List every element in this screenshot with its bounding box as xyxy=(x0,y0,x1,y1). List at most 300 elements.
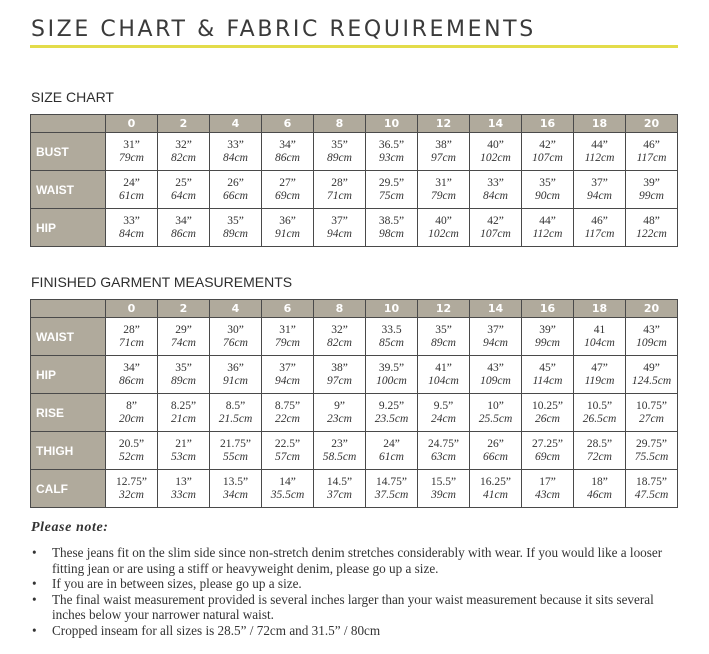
measurement-cell xyxy=(210,318,262,356)
inches-value: 8.5” xyxy=(225,399,246,412)
inches-value: 38.5” xyxy=(378,214,405,227)
inches-value: 29.5” xyxy=(378,176,405,189)
measurement-cell xyxy=(418,171,470,209)
row-label-waist: WAIST xyxy=(31,171,106,209)
cm-value: 86cm xyxy=(275,151,300,164)
measurement-cell xyxy=(210,470,262,508)
cm-value: 64cm xyxy=(171,189,196,202)
cm-value: 76cm xyxy=(223,336,248,349)
cm-value: 21cm xyxy=(171,412,196,425)
inches-value: 9.5” xyxy=(433,399,454,412)
measurement-cell xyxy=(418,470,470,508)
cm-value: 37cm xyxy=(327,488,352,501)
measurement-cell xyxy=(574,209,626,247)
cm-value: 91cm xyxy=(223,374,248,387)
measurement-cell xyxy=(418,394,470,432)
size-header-20: 20 xyxy=(626,115,678,133)
measurement-cell xyxy=(314,318,366,356)
cm-value: 89cm xyxy=(431,336,456,349)
inches-value: 30” xyxy=(227,323,244,336)
measurement-cell xyxy=(418,209,470,247)
inches-value: 34” xyxy=(123,361,140,374)
size-header-6: 6 xyxy=(262,115,314,133)
cm-value: 27cm xyxy=(639,412,664,425)
inches-value: 33” xyxy=(487,176,504,189)
inches-value: 8” xyxy=(126,399,137,412)
cm-value: 90cm xyxy=(535,189,560,202)
cm-value: 99cm xyxy=(639,189,664,202)
inches-value: 24” xyxy=(123,176,140,189)
cm-value: 119cm xyxy=(584,374,615,387)
inches-value: 35” xyxy=(175,361,192,374)
inches-value: 36” xyxy=(227,361,244,374)
cm-value: 23.5cm xyxy=(374,412,409,425)
size-chart-table xyxy=(30,114,678,247)
cm-value: 89cm xyxy=(171,374,196,387)
cm-value: 21.5cm xyxy=(218,412,253,425)
row-label-hip: HIP xyxy=(31,209,106,247)
inches-value: 35” xyxy=(539,176,556,189)
inches-value: 24.75” xyxy=(428,437,459,450)
inches-value: 14.75” xyxy=(376,475,407,488)
measurement-cell xyxy=(262,394,314,432)
cm-value: 112cm xyxy=(532,227,563,240)
note-text: These jeans fit on the slim side since non-stretch denim stretches considerably with wear. If you would like a looser fitting jean or are using a stiff or heavyweight denim, please go up a size. xyxy=(52,545,663,576)
note-item xyxy=(30,576,690,592)
measurement-cell xyxy=(210,209,262,247)
row-label-bust: BUST xyxy=(31,133,106,171)
cm-value: 72cm xyxy=(587,450,612,463)
measurement-cell xyxy=(314,394,366,432)
measurement-cell xyxy=(106,432,158,470)
size-header-14: 14 xyxy=(470,115,522,133)
measurement-cell xyxy=(626,171,678,209)
table-row xyxy=(31,209,678,247)
cm-value: 100cm xyxy=(376,374,407,387)
inches-value: 39.5” xyxy=(378,361,405,374)
measurement-cell xyxy=(470,470,522,508)
measurement-cell xyxy=(262,133,314,171)
inches-value: 21.75” xyxy=(220,437,251,450)
cm-value: 84cm xyxy=(483,189,508,202)
size-header-18: 18 xyxy=(574,300,626,318)
measurement-cell xyxy=(366,209,418,247)
notes-list xyxy=(30,545,690,638)
inches-value: 34” xyxy=(175,214,192,227)
cm-value: 66cm xyxy=(483,450,508,463)
size-header-6: 6 xyxy=(262,300,314,318)
cm-value: 32cm xyxy=(119,488,144,501)
inches-value: 41 xyxy=(593,323,606,336)
row-label-calf: CALF xyxy=(31,470,106,508)
measurement-cell xyxy=(418,318,470,356)
cm-value: 39cm xyxy=(431,488,456,501)
inches-value: 29” xyxy=(175,323,192,336)
size-chart-heading: SIZE CHART xyxy=(31,89,114,105)
measurement-cell xyxy=(158,470,210,508)
measurement-cell xyxy=(418,356,470,394)
inches-value: 31” xyxy=(279,323,296,336)
note-item xyxy=(30,545,690,576)
bullet-icon: • xyxy=(32,576,37,591)
table-row xyxy=(31,394,678,432)
measurement-cell xyxy=(314,209,366,247)
measurement-cell xyxy=(314,133,366,171)
inches-value: 48” xyxy=(643,214,660,227)
measurement-cell xyxy=(522,356,574,394)
measurement-cell xyxy=(158,318,210,356)
inches-value: 35” xyxy=(227,214,244,227)
inches-value: 9.25” xyxy=(378,399,405,412)
cm-value: 20cm xyxy=(119,412,144,425)
cm-value: 53cm xyxy=(171,450,196,463)
inches-value: 38” xyxy=(435,138,452,151)
inches-value: 37” xyxy=(279,361,296,374)
measurement-cell xyxy=(210,356,262,394)
cm-value: 75cm xyxy=(379,189,404,202)
inches-value: 18” xyxy=(591,475,608,488)
measurement-cell xyxy=(522,470,574,508)
measurement-cell xyxy=(574,171,626,209)
inches-value: 28” xyxy=(123,323,140,336)
measurement-cell xyxy=(262,171,314,209)
inches-value: 44” xyxy=(539,214,556,227)
inches-value: 16.25” xyxy=(480,475,511,488)
size-header-8: 8 xyxy=(314,115,366,133)
inches-value: 44” xyxy=(591,138,608,151)
cm-value: 102cm xyxy=(480,151,511,164)
cm-value: 107cm xyxy=(480,227,511,240)
cm-value: 79cm xyxy=(119,151,144,164)
size-header-20: 20 xyxy=(626,300,678,318)
measurement-cell xyxy=(574,133,626,171)
size-header-16: 16 xyxy=(522,300,574,318)
measurement-cell xyxy=(626,432,678,470)
cm-value: 82cm xyxy=(171,151,196,164)
measurement-cell xyxy=(106,470,158,508)
size-header-0: 0 xyxy=(106,115,158,133)
inches-value: 39” xyxy=(539,323,556,336)
cm-value: 117cm xyxy=(584,227,615,240)
finished-measurements-heading: FINISHED GARMENT MEASUREMENTS xyxy=(31,274,293,290)
cm-value: 97cm xyxy=(327,374,352,387)
measurement-cell xyxy=(366,318,418,356)
measurement-cell xyxy=(158,394,210,432)
measurement-cell xyxy=(522,209,574,247)
cm-value: 34cm xyxy=(223,488,248,501)
measurement-cell xyxy=(574,318,626,356)
cm-value: 47.5cm xyxy=(634,488,669,501)
inches-value: 40” xyxy=(487,138,504,151)
inches-value: 32” xyxy=(331,323,348,336)
cm-value: 109cm xyxy=(480,374,511,387)
inches-value: 46” xyxy=(643,138,660,151)
measurement-cell xyxy=(418,432,470,470)
cm-value: 25.5cm xyxy=(478,412,513,425)
inches-value: 35” xyxy=(435,323,452,336)
inches-value: 33” xyxy=(123,214,140,227)
cm-value: 102cm xyxy=(428,227,459,240)
measurement-cell xyxy=(314,432,366,470)
table-row xyxy=(31,318,678,356)
measurement-cell xyxy=(366,133,418,171)
cm-value: 23cm xyxy=(327,412,352,425)
cm-value: 55cm xyxy=(223,450,248,463)
note-item xyxy=(30,623,690,639)
cm-value: 91cm xyxy=(275,227,300,240)
note-item xyxy=(30,592,690,623)
page-title: SIZE CHART & FABRIC REQUIREMENTS xyxy=(31,17,536,42)
inches-value: 47” xyxy=(591,361,608,374)
inches-value: 45” xyxy=(539,361,556,374)
measurement-cell xyxy=(626,394,678,432)
cm-value: 104cm xyxy=(428,374,459,387)
cm-value: 33cm xyxy=(171,488,196,501)
inches-value: 36.5” xyxy=(378,138,405,151)
measurement-cell xyxy=(574,432,626,470)
table-row xyxy=(31,470,678,508)
cm-value: 66cm xyxy=(223,189,248,202)
note-text: If you are in between sizes, please go up a size. xyxy=(52,576,302,591)
cm-value: 26.5cm xyxy=(582,412,617,425)
cm-value: 98cm xyxy=(379,227,404,240)
measurement-cell xyxy=(210,133,262,171)
inches-value: 33” xyxy=(227,138,244,151)
measurement-cell xyxy=(210,394,262,432)
measurement-cell xyxy=(626,356,678,394)
inches-value: 33.5 xyxy=(381,323,402,336)
measurement-cell xyxy=(366,394,418,432)
measurement-cell xyxy=(314,356,366,394)
header-corner xyxy=(31,115,106,133)
inches-value: 24” xyxy=(383,437,400,450)
measurement-cell xyxy=(106,394,158,432)
measurement-cell xyxy=(262,470,314,508)
size-header-14: 14 xyxy=(470,300,522,318)
measurement-cell xyxy=(366,432,418,470)
measurement-cell xyxy=(106,171,158,209)
cm-value: 93cm xyxy=(379,151,404,164)
cm-value: 86cm xyxy=(119,374,144,387)
cm-value: 46cm xyxy=(587,488,612,501)
inches-value: 17” xyxy=(539,475,556,488)
measurement-cell xyxy=(418,133,470,171)
inches-value: 42” xyxy=(539,138,556,151)
row-label-waist: WAIST xyxy=(31,318,106,356)
cm-value: 114cm xyxy=(532,374,563,387)
measurement-cell xyxy=(314,470,366,508)
cm-value: 122cm xyxy=(636,227,667,240)
inches-value: 43” xyxy=(487,361,504,374)
cm-value: 94cm xyxy=(327,227,352,240)
measurement-cell xyxy=(522,133,574,171)
cm-value: 37.5cm xyxy=(374,488,409,501)
measurement-cell xyxy=(158,356,210,394)
cm-value: 109cm xyxy=(636,336,667,349)
cm-value: 63cm xyxy=(431,450,456,463)
cm-value: 26cm xyxy=(535,412,560,425)
inches-value: 26” xyxy=(227,176,244,189)
inches-value: 31” xyxy=(435,176,452,189)
cm-value: 124.5cm xyxy=(631,374,672,387)
size-header-2: 2 xyxy=(158,115,210,133)
inches-value: 39” xyxy=(643,176,660,189)
cm-value: 85cm xyxy=(379,336,404,349)
measurement-cell xyxy=(106,209,158,247)
cm-value: 69cm xyxy=(275,189,300,202)
finished-measurements-table xyxy=(30,299,678,508)
cm-value: 89cm xyxy=(327,151,352,164)
size-header-8: 8 xyxy=(314,300,366,318)
measurement-cell xyxy=(470,171,522,209)
measurement-cell xyxy=(158,209,210,247)
measurement-cell xyxy=(314,171,366,209)
size-header-10: 10 xyxy=(366,300,418,318)
inches-value: 9” xyxy=(334,399,345,412)
size-header-12: 12 xyxy=(418,300,470,318)
inches-value: 43” xyxy=(643,323,660,336)
measurement-cell xyxy=(626,470,678,508)
measurement-cell xyxy=(470,356,522,394)
cm-value: 94cm xyxy=(275,374,300,387)
inches-value: 32” xyxy=(175,138,192,151)
cm-value: 117cm xyxy=(636,151,667,164)
measurement-cell xyxy=(262,318,314,356)
cm-value: 99cm xyxy=(535,336,560,349)
row-label-rise: RISE xyxy=(31,394,106,432)
measurement-cell xyxy=(106,133,158,171)
measurement-cell xyxy=(470,133,522,171)
measurement-cell xyxy=(158,171,210,209)
cm-value: 112cm xyxy=(584,151,615,164)
measurement-cell xyxy=(210,171,262,209)
inches-value: 22.5” xyxy=(274,437,301,450)
inches-value: 10.25” xyxy=(532,399,563,412)
cm-value: 61cm xyxy=(119,189,144,202)
cm-value: 24cm xyxy=(431,412,456,425)
size-header-4: 4 xyxy=(210,115,262,133)
cm-value: 61cm xyxy=(379,450,404,463)
title-rule xyxy=(30,45,678,48)
inches-value: 29.75” xyxy=(636,437,667,450)
inches-value: 40” xyxy=(435,214,452,227)
measurement-cell xyxy=(366,356,418,394)
table-row xyxy=(31,432,678,470)
inches-value: 20.5” xyxy=(118,437,145,450)
row-label-thigh: THIGH xyxy=(31,432,106,470)
size-header-0: 0 xyxy=(106,300,158,318)
note-text: The final waist measurement provided is several inches larger than your waist measurement because it sits several inches below your narrower natural waist. xyxy=(52,591,654,622)
inches-value: 27” xyxy=(279,176,296,189)
cm-value: 52cm xyxy=(119,450,144,463)
cm-value: 71cm xyxy=(119,336,144,349)
cm-value: 84cm xyxy=(119,227,144,240)
inches-value: 37” xyxy=(331,214,348,227)
notes-title: Please note: xyxy=(31,520,109,535)
row-label-hip: HIP xyxy=(31,356,106,394)
inches-value: 38” xyxy=(331,361,348,374)
inches-value: 28.5” xyxy=(586,437,613,450)
measurement-cell xyxy=(366,171,418,209)
inches-value: 13” xyxy=(175,475,192,488)
measurement-cell xyxy=(626,209,678,247)
inches-value: 37” xyxy=(591,176,608,189)
measurement-cell xyxy=(262,209,314,247)
inches-value: 36” xyxy=(279,214,296,227)
inches-value: 15.5” xyxy=(430,475,457,488)
bullet-icon: • xyxy=(32,591,37,607)
note-text: Cropped inseam for all sizes is 28.5” / 72cm and 31.5” / 80cm xyxy=(52,622,381,638)
cm-value: 71cm xyxy=(327,189,352,202)
inches-value: 25” xyxy=(175,176,192,189)
measurement-cell xyxy=(522,432,574,470)
cm-value: 94cm xyxy=(483,336,508,349)
size-header-2: 2 xyxy=(158,300,210,318)
measurement-cell xyxy=(470,432,522,470)
inches-value: 42” xyxy=(487,214,504,227)
measurement-cell xyxy=(158,432,210,470)
inches-value: 13.5” xyxy=(222,475,249,488)
inches-value: 23” xyxy=(331,437,348,450)
measurement-cell xyxy=(262,356,314,394)
table-row xyxy=(31,171,678,209)
measurement-cell xyxy=(522,171,574,209)
inches-value: 8.75” xyxy=(274,399,301,412)
cm-value: 75.5cm xyxy=(634,450,669,463)
cm-value: 94cm xyxy=(587,189,612,202)
cm-value: 104cm xyxy=(584,336,615,349)
table-row xyxy=(31,133,678,171)
inches-value: 27.25” xyxy=(532,437,563,450)
size-header-18: 18 xyxy=(574,115,626,133)
inches-value: 21” xyxy=(175,437,192,450)
measurement-cell xyxy=(522,394,574,432)
inches-value: 14.5” xyxy=(326,475,353,488)
measurement-cell xyxy=(626,318,678,356)
measurement-cell xyxy=(106,318,158,356)
cm-value: 84cm xyxy=(223,151,248,164)
cm-value: 74cm xyxy=(171,336,196,349)
cm-value: 82cm xyxy=(327,336,352,349)
inches-value: 14” xyxy=(279,475,296,488)
measurement-cell xyxy=(522,318,574,356)
measurement-cell xyxy=(470,318,522,356)
measurement-cell xyxy=(158,133,210,171)
inches-value: 12.75” xyxy=(116,475,147,488)
inches-value: 10.5” xyxy=(586,399,613,412)
cm-value: 41cm xyxy=(483,488,508,501)
measurement-cell xyxy=(106,356,158,394)
measurement-cell xyxy=(470,209,522,247)
measurement-cell xyxy=(210,432,262,470)
cm-value: 86cm xyxy=(171,227,196,240)
inches-value: 26” xyxy=(487,437,504,450)
cm-value: 69cm xyxy=(535,450,560,463)
inches-value: 28” xyxy=(331,176,348,189)
inches-value: 8.25” xyxy=(170,399,197,412)
measurement-cell xyxy=(470,394,522,432)
inches-value: 35” xyxy=(331,138,348,151)
measurement-cell xyxy=(366,470,418,508)
bullet-icon: • xyxy=(32,622,37,638)
cm-value: 22cm xyxy=(275,412,300,425)
measurement-cell xyxy=(574,356,626,394)
bullet-icon: • xyxy=(32,545,37,560)
cm-value: 89cm xyxy=(223,227,248,240)
header-corner xyxy=(31,300,106,318)
cm-value: 57cm xyxy=(275,450,300,463)
size-header-12: 12 xyxy=(418,115,470,133)
